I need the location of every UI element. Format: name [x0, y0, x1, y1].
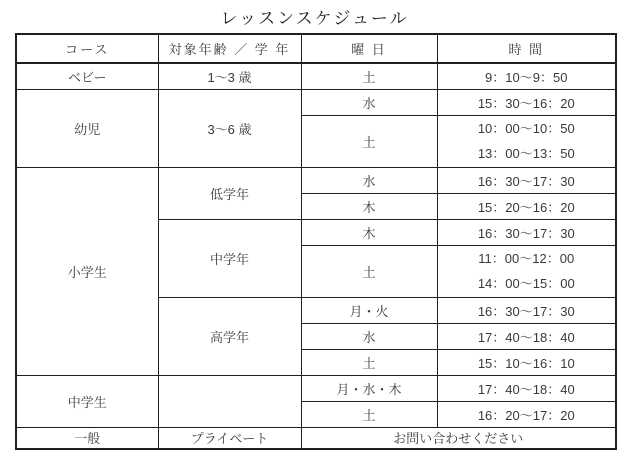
time-cell: 16：30～17：30 — [437, 219, 616, 245]
time-cell: 16：30～17：30 — [437, 297, 616, 323]
table-row — [16, 63, 616, 89]
column-header-day: 曜 日 — [301, 34, 437, 63]
time-line: 10：00～10：50 — [477, 121, 575, 136]
grade-cell: プライベート — [158, 427, 301, 449]
grade-cell: 低学年 — [158, 167, 301, 219]
day-cell: 土 — [301, 245, 437, 297]
time-line: 11：00～12：00 — [478, 251, 575, 266]
page-title: レッスンスケジュール — [220, 9, 409, 28]
time-cell: 9：10～9：50 — [437, 63, 616, 89]
course-cell: 幼児 — [16, 89, 158, 167]
column-header-time: 時 間 — [437, 34, 616, 63]
time-cell: 16：30～17：30 — [437, 167, 616, 193]
table-row — [16, 167, 616, 193]
table-header-row — [16, 34, 616, 63]
day-cell: 土 — [301, 115, 437, 167]
course-cell: 中学生 — [16, 375, 158, 427]
time-cell — [437, 115, 616, 167]
grade-cell: 1～3 歳 — [158, 63, 301, 89]
time-cell: 17：40～18：40 — [437, 323, 616, 349]
day-cell: 木 — [301, 193, 437, 219]
table-row — [16, 427, 616, 449]
day-cell: 水 — [301, 167, 437, 193]
day-cell: 水 — [301, 89, 437, 115]
time-cell: 16：20～17：20 — [437, 401, 616, 427]
grade-cell — [158, 375, 301, 427]
grade-cell: 3～6 歳 — [158, 89, 301, 167]
grade-cell: 高学年 — [158, 297, 301, 375]
schedule-table — [15, 33, 617, 450]
course-cell: ベビー — [16, 63, 158, 89]
day-cell: 木 — [301, 219, 437, 245]
table-row — [16, 375, 616, 401]
time-cell — [437, 245, 616, 297]
time-cell: 15：20～16：20 — [437, 193, 616, 219]
table-row — [16, 89, 616, 115]
day-cell: 水 — [301, 323, 437, 349]
table-body — [16, 63, 616, 449]
day-cell: 土 — [301, 401, 437, 427]
course-cell: 一般 — [16, 427, 158, 449]
column-header-grade: 対象年齢 ／ 学 年 — [158, 34, 301, 63]
course-cell: 小学生 — [16, 167, 158, 375]
day-cell: 月・火 — [301, 297, 437, 323]
grade-cell: 中学年 — [158, 219, 301, 297]
contact-cell: お問い合わせください — [301, 427, 616, 449]
column-header-course: コース — [16, 34, 158, 63]
day-cell: 土 — [301, 63, 437, 89]
time-line: 13：00～13：50 — [477, 146, 575, 161]
day-cell: 月・水・木 — [301, 375, 437, 401]
time-cell: 15：30～16：20 — [437, 89, 616, 115]
day-cell: 土 — [301, 349, 437, 375]
time-cell: 15：10～16：10 — [437, 349, 616, 375]
time-cell: 17：40～18：40 — [437, 375, 616, 401]
time-line: 14：00～15：00 — [477, 276, 575, 291]
